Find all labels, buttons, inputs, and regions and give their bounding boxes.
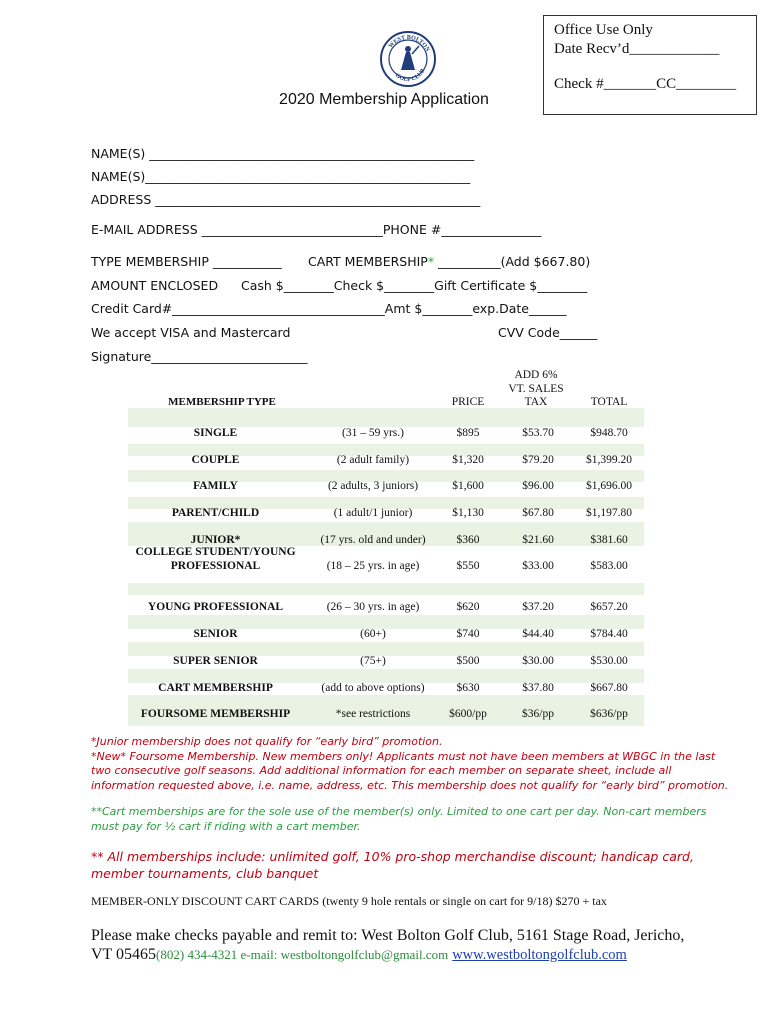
cell-price: $360 [456,534,480,546]
cell-desc: (75+) [360,655,386,667]
cell-tax: $96.00 [522,480,554,492]
accept-cards-note: We accept VISA and Mastercard [91,325,291,340]
cvv-field[interactable]: CVV Code______ [498,325,598,340]
type-membership-field[interactable]: TYPE MEMBERSHIP ___________ [91,254,282,269]
cell-desc: (1 adult/1 junior) [333,507,413,519]
header-membership-type: MEMBERSHIP TYPE [168,396,276,408]
svg-text:WEST BOLTON: WEST BOLTON [387,34,431,53]
cell-desc: (add to above options) [321,682,425,694]
cell-type: CART MEMBERSHIP [158,682,273,694]
cell-type: FAMILY [193,480,238,492]
cell-tax: $79.20 [522,454,554,466]
table-row [128,628,644,646]
table-row [128,546,644,578]
email-phone-field[interactable]: E-MAIL ADDRESS _____________________________PHONE #________________ [91,222,542,237]
junior-note: *Junior membership does not qualify for “early bird” promotion. *New* Foursome Membership. New members only! Applicants must not have been members at WBGC in the last two consecutive golf seasons. Add additional information for each member on separate sheet, include all information requested above, i.e. name, address, etc. This membership does not qualify for “early bird” promotion. [91,735,729,792]
cell-price: $550 [456,560,480,572]
inclusions-note: ** All memberships include: unlimited golf, 10% pro-shop merchandise discount; handicap card, member tournaments, club banquet [91,849,694,881]
svg-text:GOLF CLUB: GOLF CLUB [393,68,427,84]
cell-desc: (31 – 59 yrs.) [342,427,404,439]
cell-desc: (26 – 30 yrs. in age) [326,601,420,613]
cell-tax: $33.00 [522,560,554,572]
cell-total: $381.60 [590,534,628,546]
credit-card-field[interactable]: Credit Card#__________________________________Amt $________exp.Date______ [91,301,567,316]
table-row [128,601,644,619]
cell-type: COLLEGE STUDENT/YOUNG [135,546,296,558]
payment-method-field[interactable]: Cash $________Check $________Gift Certificate $________ [241,278,588,293]
cell-desc: (2 adult family) [336,454,410,466]
cell-tax: $37.20 [522,601,554,613]
cell-total: $530.00 [590,655,628,667]
website-link[interactable]: www.westboltongolfclub.com [452,947,627,963]
cart-membership-field[interactable]: CART MEMBERSHIP* __________(Add $667.80) [308,254,591,269]
cell-price: $1,600 [452,480,484,492]
cell-desc: (18 – 25 yrs. in age) [326,560,420,572]
cell-price: $1,320 [452,454,484,466]
cell-tax: $36/pp [522,708,554,720]
table-row [128,480,644,498]
cell-price: $630 [456,682,480,694]
cell-desc: *see restrictions [335,708,411,720]
cell-total: $1,197.80 [586,507,632,519]
cell-tax: $30.00 [522,655,554,667]
name-field-1[interactable]: NAME(S) ____________________________________________________ [91,146,475,161]
cell-price: $600/pp [449,708,487,720]
cell-type: SINGLE [193,427,238,439]
cell-price: $740 [456,628,480,640]
signature-field[interactable]: Signature_________________________ [91,349,308,364]
page-title: 2020 Membership Application [279,91,489,108]
date-received-field[interactable]: Date Recv’d____________ [554,41,720,57]
cell-desc: (60+) [360,628,386,640]
remit-info: Please make checks payable and remit to: West Bolton Golf Club, 5161 Stage Road, Jericho, VT 05465(802) 434-4321 e-mail: westboltongolfclub@gmail.com www.westboltongolfclub.com [91,927,685,963]
amount-enclosed-label: AMOUNT ENCLOSED [91,278,219,293]
name-field-2[interactable]: NAME(S)____________________________________________________ [91,169,471,184]
cell-total: $636/pp [590,708,628,720]
cell-price: $500 [456,655,480,667]
address-field[interactable]: ADDRESS ____________________________________________________ [91,192,481,207]
cell-total: $583.00 [590,560,628,572]
cell-type: COUPLE [191,454,240,466]
cell-type: SENIOR [193,628,238,640]
discount-cart-cards: MEMBER-ONLY DISCOUNT CART CARDS (twenty 9 hole rentals or single on cart for 9/18) $270 + tax [91,894,607,908]
cell-tax: $21.60 [522,534,554,546]
cell-total: $667.80 [590,682,628,694]
cell-price: $1,130 [452,507,484,519]
contact-info: (802) 434-4321 e-mail: westboltongolfclub@gmail.com [156,947,449,962]
cell-type-line2: PROFESSIONAL [170,560,261,572]
table-row [128,704,644,726]
cart-note: **Cart memberships are for the sole use of the member(s) only. Limited to one cart per day. Non-cart members must pay for ½ cart if riding with a cart member. [91,805,707,833]
header-price: PRICE [451,396,485,408]
office-use-title: Office Use Only [554,22,653,38]
cell-total: $948.70 [590,427,628,439]
table-row [128,655,644,673]
table-row [128,682,644,700]
cell-type: FOURSOME MEMBERSHIP [140,708,291,720]
cell-type: PARENT/CHILD [171,507,260,519]
cell-tax: $44.40 [522,628,554,640]
row-band [128,417,644,427]
cell-total: $1,399.20 [586,454,632,466]
cell-type: YOUNG PROFESSIONAL [147,601,284,613]
table-row [128,507,644,525]
cell-tax: $37.80 [522,682,554,694]
cell-desc: (2 adults, 3 juniors) [327,480,419,492]
cell-desc: (17 yrs. old and under) [320,534,426,546]
cell-tax: $67.80 [522,507,554,519]
cell-price: $620 [456,601,480,613]
check-cc-field[interactable]: Check #_______CC________ [554,76,737,92]
header-total: TOTAL [590,396,628,408]
table-row [128,427,644,445]
cell-type: SUPER SENIOR [173,655,258,667]
cell-type: JUNIOR* [190,534,241,546]
header-tax: ADD 6% VT. SALES TAX [508,369,564,408]
cell-total: $784.40 [590,628,628,640]
table-row [128,454,644,472]
cell-total: $1,696.00 [586,480,632,492]
cell-price: $895 [456,427,480,439]
cell-tax: $53.70 [522,427,554,439]
club-logo [379,30,437,88]
cell-total: $657.20 [590,601,628,613]
row-band [128,583,644,595]
